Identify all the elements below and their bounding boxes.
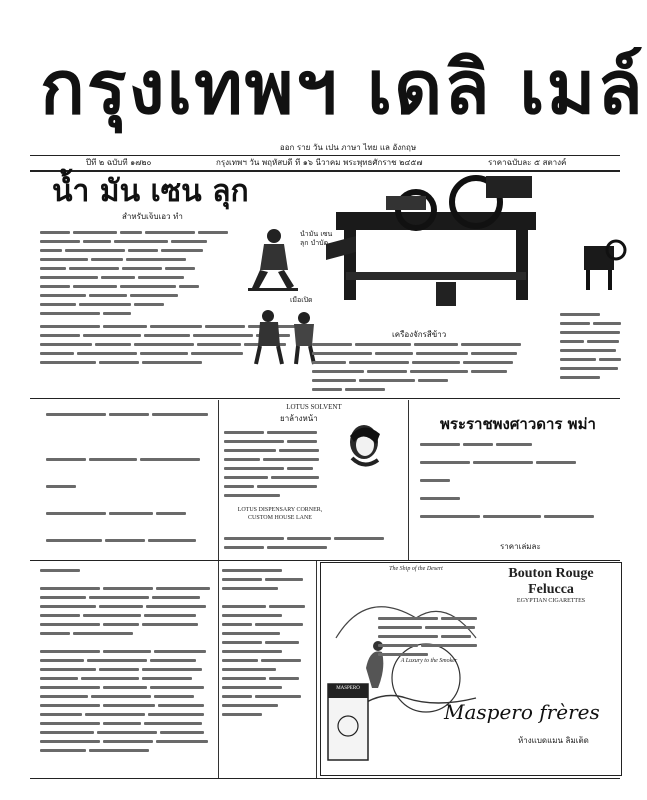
cigarette-brand-3: EGYPTIAN CIGARETTES (516, 598, 586, 604)
cigarette-brand-2: Felucca (528, 582, 574, 597)
cigarette-ad-thai-text (378, 614, 484, 688)
cigarette-box-label: A Luxury to the Smoker (400, 658, 458, 664)
issue-number: ปีที่ ๒ ฉบับที่ ๑๗๒๐ (86, 158, 152, 167)
seated-man-illustration (244, 226, 302, 296)
small-machine-illustration (578, 236, 628, 292)
lotus-ad-footer-text (224, 534, 404, 560)
oil-ad-headline: น้ำ มัน เซน ลุก (52, 174, 249, 209)
left-column-notices (46, 410, 216, 560)
issue-price: ราคาฉบับละ ๕ สตางค์ (488, 158, 567, 167)
cigarette-pack-brand: MASPERO (336, 686, 360, 691)
oil-ad-body-text (40, 228, 240, 320)
oil-side-caption-2: เมื่อเปิด (290, 296, 313, 304)
lotus-subheading: ยาล้างหน้า (280, 414, 318, 423)
right-column-text (560, 310, 626, 386)
place-and-date: กรุงเทพฯ วัน พฤหัสบดี ที่ ๑๖ นีวาคม พระพุทธศักราช ๒๔๕๗ (216, 158, 423, 167)
woman-portrait-illustration (336, 420, 392, 470)
lower-rule (30, 560, 620, 561)
lotus-ad-body-text (224, 428, 334, 506)
masthead-subtitle: ออก ราย วัน เปน ภาษา ไทย แล อังกฤษ (279, 143, 417, 152)
lower-middle-article (222, 566, 314, 772)
lotus-heading: LOTUS SOLVENT (286, 403, 342, 411)
lotus-dispensary: LOTUS DISPENSARY CORNER, CUSTOM HOUSE LANE (237, 507, 323, 521)
maspero-signature: Maspero frères (444, 700, 600, 724)
cigarette-pack-illustration (326, 682, 370, 762)
oil-ad-caption: สำหรับเจ็บเอว ทำ (122, 212, 183, 221)
lower-left-article (40, 566, 216, 772)
machine-ad-body-text (312, 340, 558, 394)
column-divider-3 (316, 560, 317, 778)
book-notice-body-text (420, 440, 616, 540)
bottom-rule (30, 778, 620, 779)
cigarette-brand-1: Bouton Rouge (508, 566, 594, 581)
book-notice-heading: พระราชพงศาวดาร พม่า (440, 415, 596, 433)
oil-side-caption: น้ำมัน เซน ลุก บำบัด (300, 230, 333, 247)
machine-caption: เครื่องจักรสีข้าว (392, 330, 447, 339)
column-divider-1 (218, 400, 219, 778)
book-price-label: ราคาเล่มละ (500, 542, 541, 551)
rice-mill-machine-illustration (326, 172, 556, 312)
top-rule (30, 155, 620, 156)
cigarette-ad-tagline: The Ship of the Desert (389, 566, 443, 572)
column-divider-2 (408, 400, 409, 560)
band-rule (30, 398, 620, 399)
newspaper-masthead: กรุงเทพฯ เดลิ เมล์ (40, 45, 645, 131)
cigarette-agent: ห้างแบดแมน ลิมเต็ด (518, 736, 589, 745)
